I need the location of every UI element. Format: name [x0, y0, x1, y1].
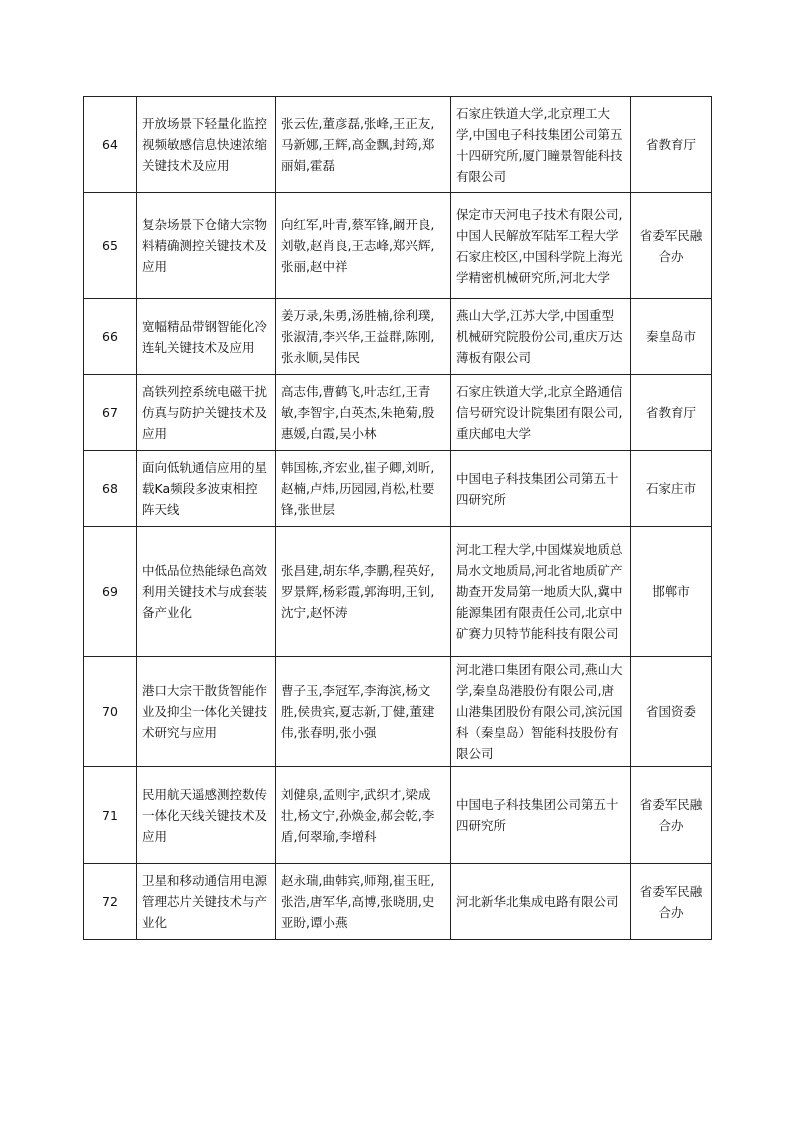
table-row: [84, 97, 712, 193]
project-name: 高铁列控系统电磁干扰仿真与防护关键技术及应用: [137, 375, 276, 451]
table-row: [84, 193, 712, 299]
organizations: 保定市天河电子技术有限公司,中国人民解放军陆军工程大学石家庄校区,中国科学院上海光学精密机械研究所,河北大学: [451, 193, 631, 299]
row-number: 65: [84, 193, 137, 299]
project-name: 中低品位热能绿色高效利用关键技术与成套装备产业化: [137, 527, 276, 657]
project-name: 宽幅精品带钢智能化冷连轧关键技术及应用: [137, 299, 276, 375]
contributors: 曹子玉,李冠军,李海滨,杨文胜,侯贵宾,夏志新,丁健,董建伟,张春明,张小强: [276, 657, 451, 767]
contributors: 姜万录,朱勇,汤胜楠,徐利璞,张淑清,李兴华,王益群,陈刚,张永顺,吴伟民: [276, 299, 451, 375]
contributors: 张云佐,董彦磊,张峰,王正友,马新娜,王辉,高金飘,封筠,郑丽娟,霍磊: [276, 97, 451, 193]
nominating-department: 省教育厅: [631, 375, 712, 451]
table-row: [84, 864, 712, 940]
organizations: 河北新华北集成电路有限公司: [451, 864, 631, 940]
project-name: 港口大宗干散货智能作业及抑尘一体化关键技术研究与应用: [137, 657, 276, 767]
row-number: 70: [84, 657, 137, 767]
contributors: 张昌建,胡东华,李鹏,程英好,罗景辉,杨彩霞,郭海明,王钊,沈宁,赵怀涛: [276, 527, 451, 657]
organizations: 石家庄铁道大学,北京理工大学,中国电子科技集团公司第五十四研究所,厦门瞳景智能科技有限公司: [451, 97, 631, 193]
contributors: 韩国栋,齐宏业,崔子卿,刘昕,赵楠,卢炜,历园园,肖松,杜要锋,张世层: [276, 451, 451, 527]
organizations: 中国电子科技集团公司第五十四研究所: [451, 767, 631, 864]
contributors: 向红军,叶青,蔡军锋,阚开良,刘敬,赵肖良,王志峰,郑兴辉,张丽,赵中祥: [276, 193, 451, 299]
table-row: [84, 375, 712, 451]
nominating-department: 省国资委: [631, 657, 712, 767]
project-name: 面向低轨通信应用的星载Ka频段多波束相控阵天线: [137, 451, 276, 527]
table-row: [84, 527, 712, 657]
row-number: 64: [84, 97, 137, 193]
contributors: 刘健泉,孟则宇,武织才,梁成壮,杨文宁,孙焕金,郝会乾,李盾,何翠瑜,李增科: [276, 767, 451, 864]
row-number: 71: [84, 767, 137, 864]
table-row: [84, 767, 712, 864]
nominating-department: 省委军民融合办: [631, 864, 712, 940]
nominating-department: 省委军民融合办: [631, 767, 712, 864]
organizations: 燕山大学,江苏大学,中国重型机械研究院股份公司,重庆万达薄板有限公司: [451, 299, 631, 375]
row-number: 67: [84, 375, 137, 451]
project-name: 民用航天遥感测控数传一体化天线关键技术及应用: [137, 767, 276, 864]
awards-table: [83, 96, 712, 940]
nominating-department: 省委军民融合办: [631, 193, 712, 299]
row-number: 69: [84, 527, 137, 657]
project-name: 复杂场景下仓储大宗物料精确测控关键技术及应用: [137, 193, 276, 299]
project-name: 卫星和移动通信用电源管理芯片关键技术与产业化: [137, 864, 276, 940]
nominating-department: 秦皇岛市: [631, 299, 712, 375]
contributors: 赵永瑞,曲韩宾,师翔,崔玉旺,张浩,唐军华,高博,张晓朋,史亚盼,谭小燕: [276, 864, 451, 940]
organizations: 中国电子科技集团公司第五十四研究所: [451, 451, 631, 527]
table-row: [84, 657, 712, 767]
organizations: 河北港口集团有限公司,燕山大学,秦皇岛港股份有限公司,唐山港集团股份有限公司,滨沅国科（秦皇岛）智能科技股份有限公司: [451, 657, 631, 767]
row-number: 68: [84, 451, 137, 527]
organizations: 河北工程大学,中国煤炭地质总局水文地质局,河北省地质矿产勘查开发局第一地质大队,冀中能源集团有限责任公司,北京中矿赛力贝特节能科技有限公司: [451, 527, 631, 657]
contributors: 高志伟,曹鹤飞,叶志红,王青敏,李智宇,白英杰,朱艳菊,殷惠媛,白霞,吴小林: [276, 375, 451, 451]
table-row: [84, 299, 712, 375]
organizations: 石家庄铁道大学,北京全路通信信号研究设计院集团有限公司,重庆邮电大学: [451, 375, 631, 451]
awards-table-body: [84, 97, 712, 940]
row-number: 66: [84, 299, 137, 375]
row-number: 72: [84, 864, 137, 940]
nominating-department: 省教育厅: [631, 97, 712, 193]
nominating-department: 邯郸市: [631, 527, 712, 657]
project-name: 开放场景下轻量化监控视频敏感信息快速浓缩关键技术及应用: [137, 97, 276, 193]
nominating-department: 石家庄市: [631, 451, 712, 527]
table-row: [84, 451, 712, 527]
